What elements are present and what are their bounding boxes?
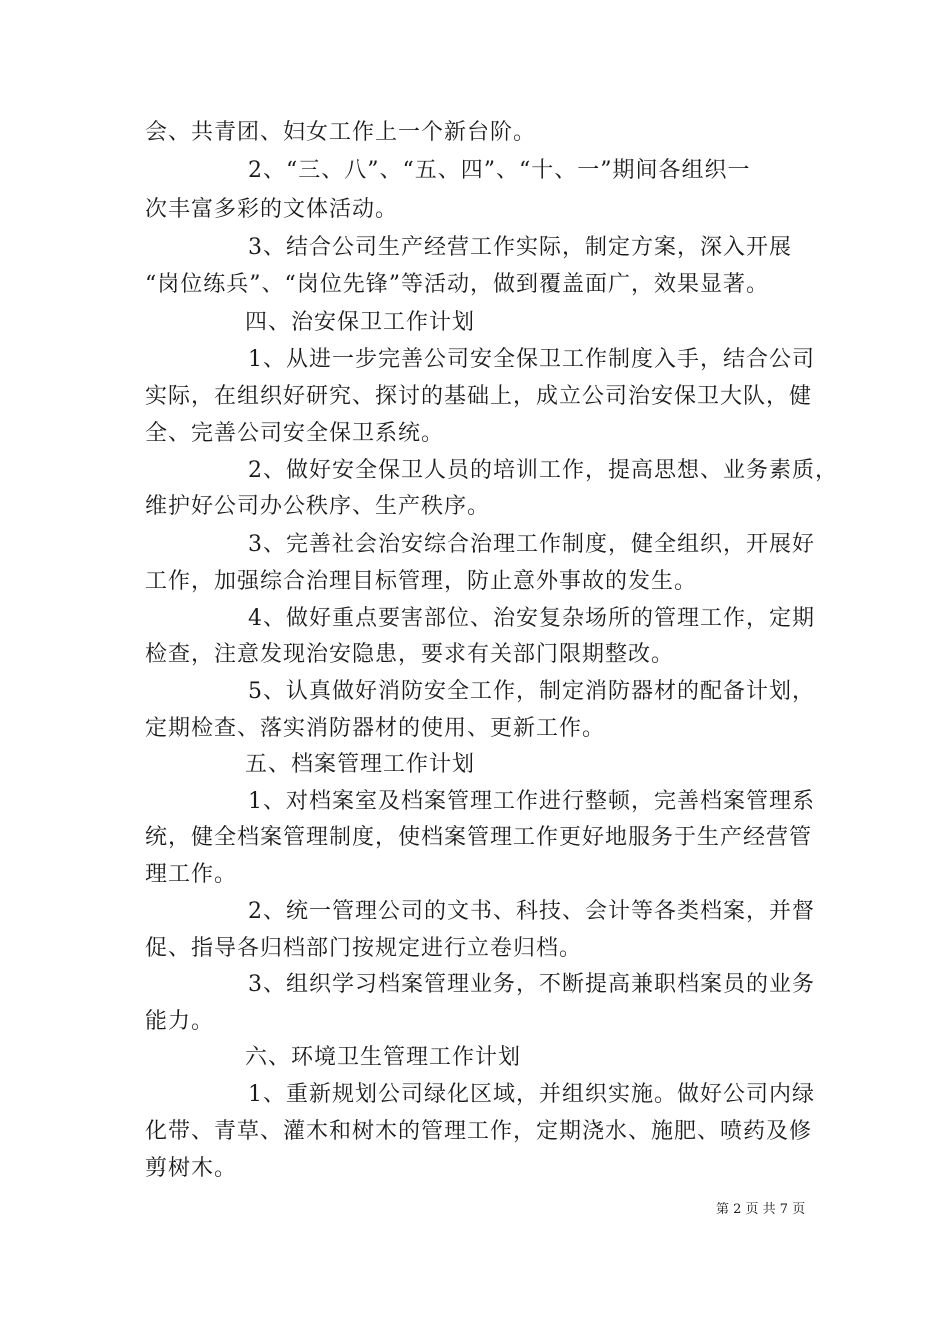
text-line: 能力。 bbox=[145, 1009, 215, 1034]
text-line: 检查，注意发现治安隐患，要求有关部门限期整改。 bbox=[145, 642, 675, 667]
section-heading: 五、档案管理工作计划 bbox=[245, 752, 476, 777]
page-number-footer: 第 2 页 共 7 页 bbox=[716, 1202, 806, 1217]
text-line: 1、从进一步完善公司安全保卫工作制度入手，结合公司 bbox=[248, 347, 815, 372]
text-line: 4、做好重点要害部位、治安复杂场所的管理工作，定期 bbox=[248, 606, 815, 631]
text-line: 3、完善社会治安综合治理工作制度，健全组织，开展好 bbox=[248, 532, 815, 557]
text-line: 统，健全档案管理制度，使档案管理工作更好地服务于生产经营管 bbox=[145, 825, 813, 850]
text-line: 维护好公司办公秩序、生产秩序。 bbox=[145, 494, 491, 519]
text-line: 次丰富多彩的文体活动。 bbox=[145, 197, 399, 222]
text-line: 化带、青草、灌木和树木的管理工作，定期浇水、施肥、喷药及修 bbox=[145, 1119, 813, 1144]
text-line: 理工作。 bbox=[145, 862, 238, 887]
text-line: 会、共青团、妇女工作上一个新台阶。 bbox=[145, 120, 537, 145]
text-line: 2、“三、八”、“五、四”、“十、一”期间各组织一 bbox=[248, 158, 751, 183]
text-line: 1、对档案室及档案管理工作进行整顿，完善档案管理系 bbox=[248, 789, 815, 814]
text-line: 5、认真做好消防安全工作，制定消防器材的配备计划， bbox=[248, 679, 815, 704]
section-heading: 六、环境卫生管理工作计划 bbox=[245, 1045, 522, 1070]
section-heading: 四、治安保卫工作计划 bbox=[245, 310, 476, 335]
text-line: 定期检查、落实消防器材的使用、更新工作。 bbox=[145, 716, 606, 741]
text-line: 剪树木。 bbox=[145, 1156, 238, 1181]
text-line: 实际，在组织好研究、探讨的基础上，成立公司治安保卫大队，健 bbox=[145, 384, 813, 409]
text-line: 3、组织学习档案管理业务，不断提高兼职档案员的业务 bbox=[248, 972, 815, 997]
text-line: “岗位练兵”、“岗位先锋”等活动，做到覆盖面广，效果显著。 bbox=[145, 272, 769, 297]
text-line: 3、结合公司生产经营工作实际，制定方案，深入开展 bbox=[248, 235, 792, 260]
text-line: 工作，加强综合治理目标管理，防止意外事故的发生。 bbox=[145, 569, 698, 594]
text-line: 2、统一管理公司的文书、科技、会计等各类档案，并督 bbox=[248, 899, 815, 924]
text-line: 2、做好安全保卫人员的培训工作，提高思想、业务素质， bbox=[248, 458, 838, 483]
text-line: 促、指导各归档部门按规定进行立卷归档。 bbox=[145, 936, 583, 961]
text-line: 1、重新规划公司绿化区域，并组织实施。做好公司内绿 bbox=[248, 1082, 815, 1107]
text-line: 全、完善公司安全保卫系统。 bbox=[145, 421, 445, 446]
